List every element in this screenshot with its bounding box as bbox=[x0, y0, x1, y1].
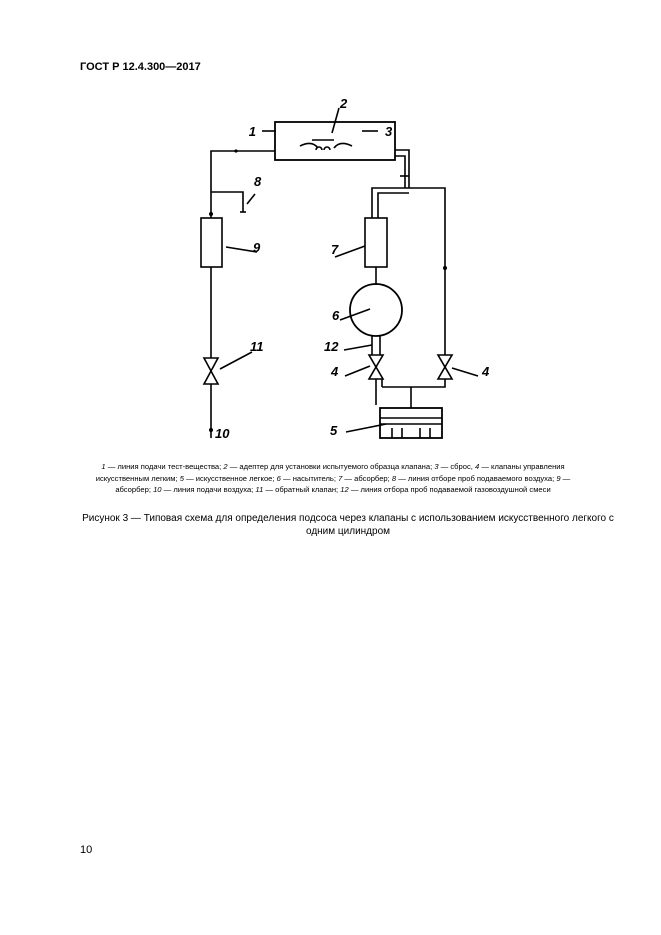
label-1: 1 bbox=[248, 124, 256, 139]
absorber-7 bbox=[365, 218, 387, 267]
label-11: 11 bbox=[250, 339, 264, 354]
valve-4-right bbox=[438, 355, 452, 379]
label-6: 6 bbox=[332, 308, 340, 323]
legend-text: — насытитель; bbox=[280, 473, 339, 483]
legend-text: — сброс, bbox=[438, 462, 475, 471]
legend-text: — линия отборе проб подаваемого воздуха; bbox=[396, 473, 557, 483]
legend-text: — адептер для установки испытуемого образца клапана; bbox=[227, 462, 435, 471]
sample-line-8 bbox=[211, 192, 243, 212]
legend-num: 1 bbox=[101, 462, 106, 471]
legend-text: — абсорбер; bbox=[115, 473, 571, 494]
label-3: 3 bbox=[385, 124, 393, 139]
absorber-9 bbox=[201, 218, 222, 267]
legend-num: 11 bbox=[255, 485, 264, 494]
adapter-box bbox=[275, 122, 395, 160]
legend-num: 8 bbox=[391, 473, 397, 483]
document-code: ГОСТ Р 12.4.300—2017 bbox=[80, 61, 201, 73]
legend-num: 7 bbox=[338, 473, 343, 483]
legend-num: 12 bbox=[340, 485, 349, 494]
legend-text: — обратный клапан; bbox=[263, 485, 341, 494]
legend-num: 9 bbox=[556, 473, 561, 483]
legend-num: 6 bbox=[276, 473, 281, 483]
label-7: 7 bbox=[331, 242, 339, 257]
label-8: 8 bbox=[254, 174, 262, 189]
label-4-right: 4 bbox=[482, 364, 490, 379]
legend-text: — клапаны управления искусственным легким; bbox=[95, 462, 565, 483]
legend-num: 3 bbox=[434, 462, 439, 471]
legend-num: 2 bbox=[223, 462, 228, 471]
artificial-lung-5 bbox=[380, 408, 442, 438]
page-number: 10 bbox=[80, 844, 93, 856]
label-5: 5 bbox=[330, 423, 338, 438]
legend-text: — линия отбора проб подаваемой газовоздушной смеси bbox=[348, 485, 551, 494]
valve-4-left bbox=[369, 355, 383, 379]
legend-text: — линия подачи тест-вещества; bbox=[105, 462, 224, 471]
label-12: 12 bbox=[324, 339, 339, 354]
label-4-left: 4 bbox=[331, 364, 339, 379]
label-2: 2 bbox=[340, 96, 348, 111]
legend-text: — абсорбер; bbox=[342, 473, 392, 483]
figure-legend bbox=[92, 461, 574, 496]
figure-caption: Рисунок 3 — Типовая схема для определения подсоса через клапаны с использованием искусственного легкого с одним цилиндром bbox=[82, 513, 614, 537]
label-9: 9 bbox=[253, 240, 261, 255]
saturator-6 bbox=[350, 284, 402, 336]
legend-text: — искусственное легкое; bbox=[183, 473, 277, 483]
label-10: 10 bbox=[215, 426, 230, 441]
legend-num: 5 bbox=[179, 473, 184, 483]
legend-text: — линия подачи воздуха; bbox=[161, 485, 256, 494]
check-valve-11 bbox=[204, 358, 218, 384]
legend-num: 10 bbox=[153, 485, 162, 494]
legend-num: 4 bbox=[475, 462, 480, 471]
